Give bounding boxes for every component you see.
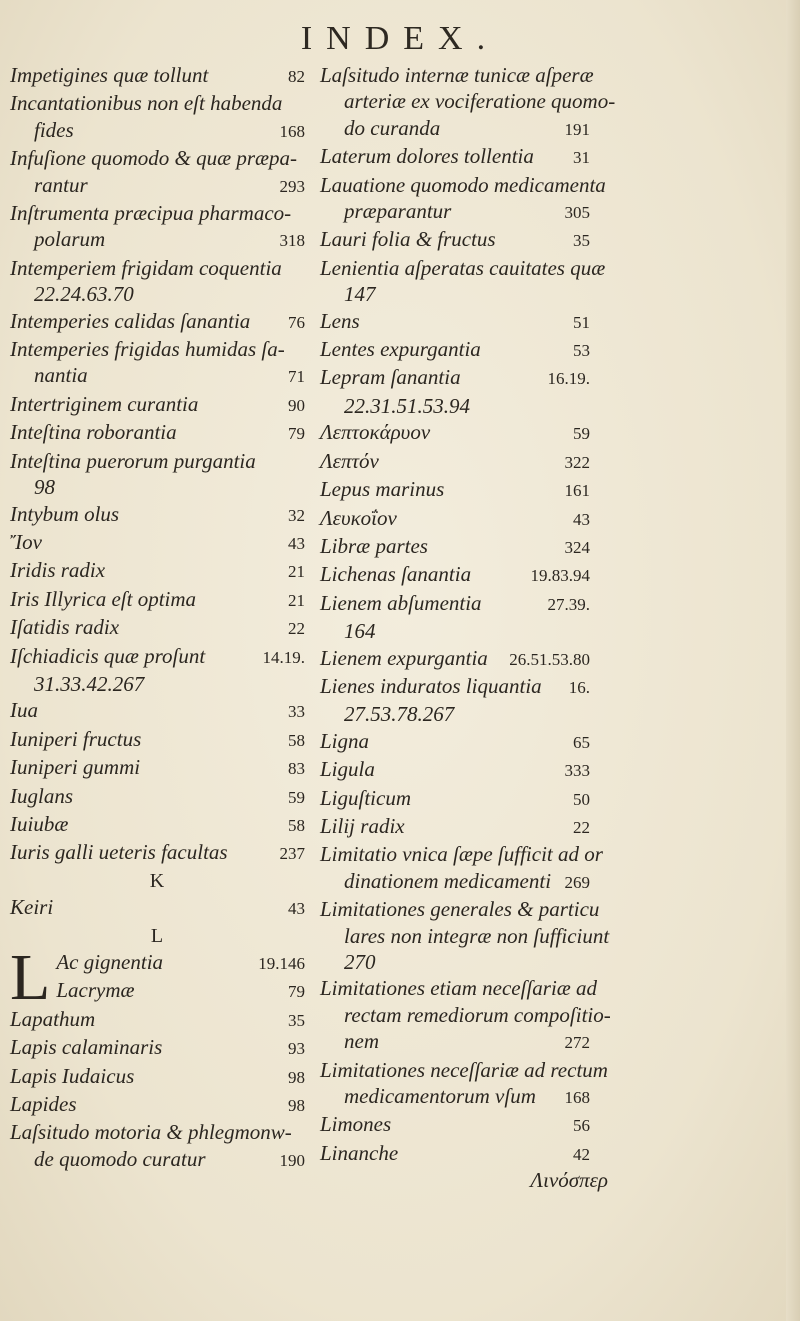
entry-text: Lepus marinus [320,477,445,502]
entry-text: lares non integræ non ſufficiunt [344,923,610,948]
entry-text: Intemperies calidas ſanantia [10,308,251,333]
l-initial-entries [10,941,305,1014]
entry-page-number: 19.83.94 [530,566,590,586]
entry-page-number: 90 [288,395,305,415]
entry-text: Iuniperi gummi [10,755,141,780]
entry-text: medicamentorum vſum [344,1084,536,1109]
entry-text: Iuniperi fructus [10,726,142,751]
entry-page-number: 168 [279,121,305,141]
index-entry [320,868,590,896]
entry-text: nem [344,1029,379,1054]
catchword: Λινόσπερ [530,1168,608,1192]
entry-text: 22.31.51.53.94 [344,393,470,418]
entry-text: 270 [344,950,376,974]
index-entry [10,145,305,171]
section-heading-l: L [150,924,165,947]
index-entry [320,645,590,673]
entry-text: nantia [34,363,88,388]
index-entry [10,1034,305,1062]
entry-text: præparantur [344,199,452,224]
index-entry [320,533,590,561]
entry-page-number: 59 [573,424,590,444]
index-entry [10,643,305,671]
index-entry [10,200,305,226]
entry-text: Impetigines quæ tollunt [10,63,209,87]
entry-page-number: 293 [279,176,305,196]
entry-page-number: 50 [573,789,590,809]
entry-text: Iua [10,698,38,723]
entry-text: Limitationes neceſſariæ ad rectum [320,1057,608,1082]
index-entry [10,117,305,145]
index-entry [320,756,590,784]
index-entry [10,172,305,200]
entry-text: Λευκοΐον [320,505,397,530]
index-entry [10,839,305,867]
entry-page-number: 82 [288,67,305,86]
entry-text: Linanche [320,1140,399,1165]
entry-page-number: 21 [288,590,305,610]
entry-text: 164 [344,619,376,644]
index-entry [10,726,305,754]
index-entry [320,1083,590,1111]
entry-text: Intemperiem frigidam coquentia [10,255,282,280]
index-entry [10,894,305,922]
entry-text: Iuris galli ueteris facultas [10,840,228,865]
entry-text: Limitatio vnica ſæpe ſufficit ad or [320,842,603,867]
entry-page-number: 58 [288,815,305,835]
entry-text: Iuglans [10,783,73,808]
entry-text: Laſsitudo internæ tunicæ aſperæ [320,63,594,87]
entry-text: Lenientia aſperatas cauitates quæ [320,255,606,280]
entry-page-number: 26.51.53.80 [509,649,590,669]
entry-text: Lens [320,308,360,333]
index-entry [10,529,305,557]
entry-page-number: 79 [288,982,305,1002]
index-entry [10,1091,305,1119]
index-entry [10,226,305,254]
entry-page-number: 305 [564,203,590,223]
index-entry [10,754,305,782]
entry-page-number: 98 [288,1067,305,1087]
entry-page-number: 53 [573,341,590,361]
drop-cap-initial: L [10,941,51,1014]
entry-text: Keiri [10,895,54,920]
entry-text: rantur [34,172,88,197]
index-entry [320,1111,590,1139]
entry-text: 27.53.78.267 [344,702,455,727]
entry-page-number: 76 [288,312,305,332]
index-entry [56,977,305,1005]
index-entry [320,336,590,364]
index-entry [10,474,305,500]
entry-page-number: 43 [288,899,305,919]
entry-text: Infuſione quomodo & quæ præpa- [10,146,297,171]
index-entry [320,419,590,447]
entry-text: Lienem abſumentia [320,590,482,615]
entry-text: Iridis radix [10,558,106,583]
index-entry [320,255,606,281]
entry-page-number: 168 [564,1088,590,1108]
left-entries [10,62,305,868]
entry-text: polarum [34,227,106,252]
entry-page-number: 27.39. [547,594,590,614]
index-entry [320,841,603,867]
index-entry [10,419,305,447]
index-entry [10,336,305,362]
index-entry [320,923,610,949]
right-column [320,62,616,1168]
entry-text: 147 [344,282,376,307]
index-entry [320,1140,590,1168]
entry-text: Ligna [320,728,370,753]
entry-page-number: 35 [573,231,590,251]
index-entry [56,949,305,977]
left-column [10,62,305,1174]
page-title: INDEX. [300,20,500,57]
entry-page-number: 333 [564,761,590,781]
entry-page-number: 58 [288,730,305,750]
entry-text: de quomodo curatur [34,1146,206,1171]
entry-page-number: 21 [288,562,305,582]
entry-text: 98 [34,475,55,500]
entry-page-number: 65 [573,732,590,752]
index-entry [320,364,590,392]
index-entry [10,1006,305,1034]
entry-page-number: 318 [279,231,305,251]
entry-text: Iſchiadicis quæ proſunt [10,643,206,668]
entry-text: Intertriginem curantia [10,391,199,416]
entry-page-number: 59 [288,787,305,807]
entry-page-number: 42 [573,1144,590,1164]
entry-page-number: 51 [573,312,590,332]
entry-text: Lacrymæ [56,978,135,1003]
index-entry [320,590,590,618]
index-entry [320,785,590,813]
entry-text: Iris Illyrica eſt optima [10,586,197,611]
entry-text: Lapides [10,1092,77,1117]
entry-page-number: 43 [573,509,590,529]
entry-page-number: 324 [564,537,590,557]
entry-text: 22.24.63.70 [34,282,134,307]
entry-text: dinationem medicamenti [344,868,552,893]
entry-text: Ligula [320,757,375,782]
index-entry [320,618,590,644]
index-entry [10,586,305,614]
entry-text: Inteſtina roborantia [10,420,177,445]
entry-page-number: 22 [288,619,305,639]
entry-page-number: 14.19. [262,647,305,667]
entry-page-number: 19.146 [258,954,305,973]
index-entry [320,949,590,975]
index-entry [320,172,606,198]
entry-text: Lauatione quomodo medicamenta [320,172,606,197]
entry-page-number: 43 [288,533,305,553]
entry-text: Libræ partes [320,533,428,558]
entry-text: fides [34,117,74,142]
index-entry [320,281,590,307]
entry-page-number: 22 [573,817,590,837]
entry-page-number: 237 [279,844,305,864]
index-entry [10,501,305,529]
entry-text: Limitationes generales & particu [320,897,600,922]
entry-text: Inſtrumenta præcipua pharmaco- [10,201,292,226]
index-entry [320,1002,611,1028]
index-entry [10,671,305,697]
entry-text: Laterum dolores tollentia [320,144,534,169]
l-entries [10,1006,305,1174]
entry-text: Inteſtina puerorum purgantia [10,448,256,473]
entry-page-number: 322 [564,452,590,472]
index-entry [320,813,590,841]
entry-page-number: 79 [288,424,305,444]
entry-text: Lilij radix [320,813,405,838]
entry-page-number: 83 [288,759,305,779]
index-entry [320,673,590,701]
entry-page-number: 32 [288,505,305,525]
index-entry [10,1119,305,1145]
entry-text: rectam remediorum compoſitio- [344,1002,611,1027]
entry-text: Λεπτόν [320,448,379,473]
index-entry [10,1063,305,1091]
entry-text: Laſsitudo motoria & phlegmonw- [10,1120,292,1145]
entry-text: Lichenas ſanantia [320,562,472,587]
index-entry [320,62,594,88]
index-entry [320,198,590,226]
index-entry [320,896,600,922]
entry-page-number: 56 [573,1116,590,1136]
entry-text: Lentes expurgantia [320,337,481,362]
entry-text: arteriæ ex vociferatione quomo- [344,89,616,114]
index-entry [320,448,590,476]
index-entry [320,476,590,504]
entry-page-number: 269 [564,872,590,892]
entry-text: Intybum olus [10,501,120,526]
entry-text: Liguſticum [320,785,412,810]
entry-page-number: 16. [568,677,590,697]
entry-text: Lapis Iudaicus [10,1063,135,1088]
index-entry [10,783,305,811]
index-entry [320,1057,608,1083]
index-entry [320,308,590,336]
entry-text: 31.33.42.267 [34,671,145,696]
index-entry [10,614,305,642]
index-entry [10,391,305,419]
right-entries [320,62,616,1168]
index-entry [10,697,305,725]
entry-text: Lapathum [10,1006,96,1031]
page-edge [786,0,800,1321]
index-entry [320,88,616,114]
entry-page-number: 16.19. [547,369,590,389]
entry-page-number: 31 [573,148,590,168]
entry-text: Iſatidis radix [10,615,120,640]
k-entries [10,894,305,922]
index-entry [10,362,305,390]
index-entry [320,728,590,756]
index-entry [10,62,305,90]
index-entry [10,448,305,474]
entry-text: Ἴον [10,529,42,554]
index-entry [320,975,598,1001]
index-entry [10,255,305,281]
index-entry [10,811,305,839]
index-entry [320,226,590,254]
entry-page-number: 71 [288,367,305,387]
entry-text: Λεπτοκάρυον [320,420,431,445]
section-heading-k: K [149,869,166,892]
entry-text: Ac gignentia [56,950,164,974]
index-entry [320,561,590,589]
index-entry [10,308,305,336]
entry-page-number: 98 [288,1096,305,1116]
entry-text: Limitationes etiam neceſſariæ ad [320,976,598,1001]
entry-page-number: 191 [564,119,590,139]
entry-text: Limones [320,1112,392,1137]
index-entry [10,90,305,116]
index-entry [320,1028,590,1056]
entry-page-number: 35 [288,1010,305,1030]
index-entry [320,505,590,533]
index-entry [320,393,590,419]
index-entry [320,701,590,727]
entry-text: Incantationibus non eſt habenda [10,91,283,116]
entry-text: Lapis calaminaris [10,1035,163,1060]
entry-text: Lienes induratos liquantia [320,673,542,698]
entry-text: Lienem expurgantia [320,645,488,670]
entry-page-number: 161 [564,481,590,501]
entry-page-number: 190 [279,1150,305,1170]
entry-text: Lauri folia & fructus [320,227,496,252]
entry-page-number: 33 [288,702,305,722]
entry-text: Iuiubæ [10,811,69,836]
index-entry [320,143,590,171]
index-entry [10,557,305,585]
entry-text: Lepram ſanantia [320,365,461,390]
index-entry [10,1146,305,1174]
index-entry [10,281,305,307]
index-entry [320,115,590,143]
entry-page-number: 272 [564,1033,590,1053]
entry-text: do curanda [344,115,441,140]
l-initial-block [10,941,305,1014]
entry-text: Intemperies frigidas humidas ſa- [10,337,285,362]
entry-page-number: 93 [288,1039,305,1059]
